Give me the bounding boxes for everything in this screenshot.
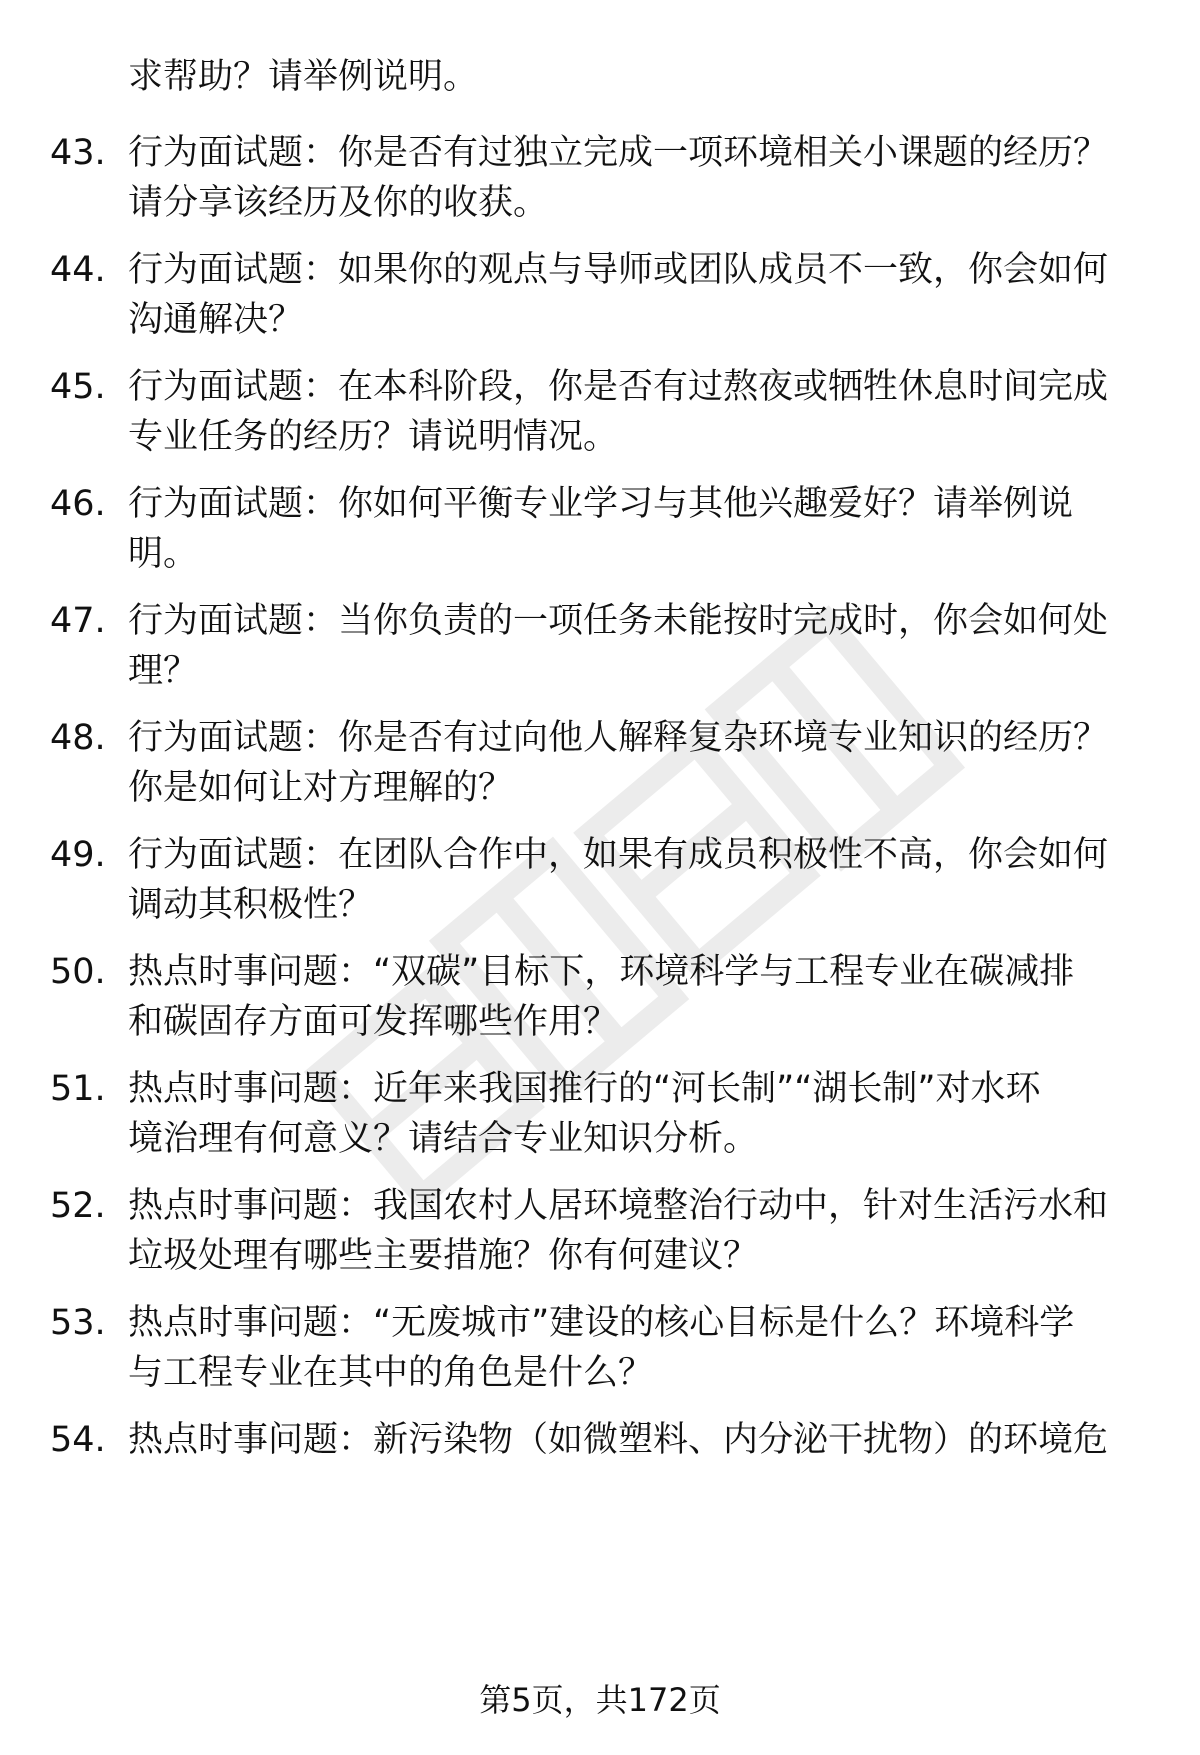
question-number: 46. [50, 484, 106, 524]
question-text: 行为面试题：如果你的观点与导师或团队成员不一致，你会如何 沟通解决？ [128, 250, 1109, 340]
question-51 [50, 1064, 1150, 1164]
page-footer: 第5页，共172页 [479, 1681, 721, 1719]
question-text: 行为面试题：你是否有过向他人解释复杂环境专业知识的经历？ 你是如何让对方理解的？ [128, 718, 1109, 808]
question-50 [50, 947, 1150, 1047]
question-45 [50, 362, 1150, 462]
question-text: 行为面试题：当你负责的一项任务未能按时完成时，你会如何处 理？ [128, 601, 1109, 691]
question-text: 行为面试题：在团队合作中，如果有成员积极性不高，你会如何 调动其积极性？ [128, 835, 1109, 925]
question-44 [50, 245, 1150, 345]
question-number: 45. [50, 367, 106, 407]
question-48 [50, 713, 1150, 813]
question-number: 52. [50, 1186, 106, 1226]
question-54 [50, 1415, 1150, 1465]
question-number: 48. [50, 718, 106, 758]
question-number: 50. [50, 952, 106, 992]
question-49 [50, 830, 1150, 930]
question-text: 行为面试题：你如何平衡专业学习与其他兴趣爱好？请举例说 明。 [128, 484, 1074, 574]
question-number: 51. [50, 1069, 106, 1109]
question-text: 热点时事问题：“无废城市”建设的核心目标是什么？环境科学 与工程专业在其中的角色是什么？ [128, 1303, 1075, 1393]
question-text: 热点时事问题：我国农村人居环境整治行动中，针对生活污水和 垃圾处理有哪些主要措施？你有何建议？ [128, 1186, 1109, 1276]
question-number: 54. [50, 1420, 106, 1460]
question-text: 行为面试题：在本科阶段，你是否有过熬夜或牺牲休息时间完成 专业任务的经历？请说明情况。 [128, 367, 1109, 457]
question-number: 43. [50, 133, 106, 173]
question-46 [50, 479, 1150, 579]
question-43 [50, 128, 1150, 228]
question-47 [50, 596, 1150, 696]
question-number: 47. [50, 601, 106, 641]
question-53 [50, 1298, 1150, 1398]
question-text: 求帮助？请举例说明。 [128, 57, 479, 97]
question-number: 49. [50, 835, 106, 875]
question-number: 53. [50, 1303, 106, 1343]
question-52 [50, 1181, 1150, 1281]
question-text: 行为面试题：你是否有过独立完成一项环境相关小课题的经历？ 请分享该经历及你的收获。 [128, 133, 1109, 223]
question-continuation [50, 52, 1150, 102]
question-text: 热点时事问题：“双碳”目标下，环境科学与工程专业在碳减排 和碳固存方面可发挥哪些作用？ [128, 952, 1075, 1042]
question-number: 44. [50, 250, 106, 290]
question-text: 热点时事问题：新污染物（如微塑料、内分泌干扰物）的环境危 [128, 1420, 1109, 1460]
question-text: 热点时事问题：近年来我国推行的“河长制”“湖长制”对水环 境治理有何意义？请结合专业知识分析。 [128, 1069, 1041, 1159]
